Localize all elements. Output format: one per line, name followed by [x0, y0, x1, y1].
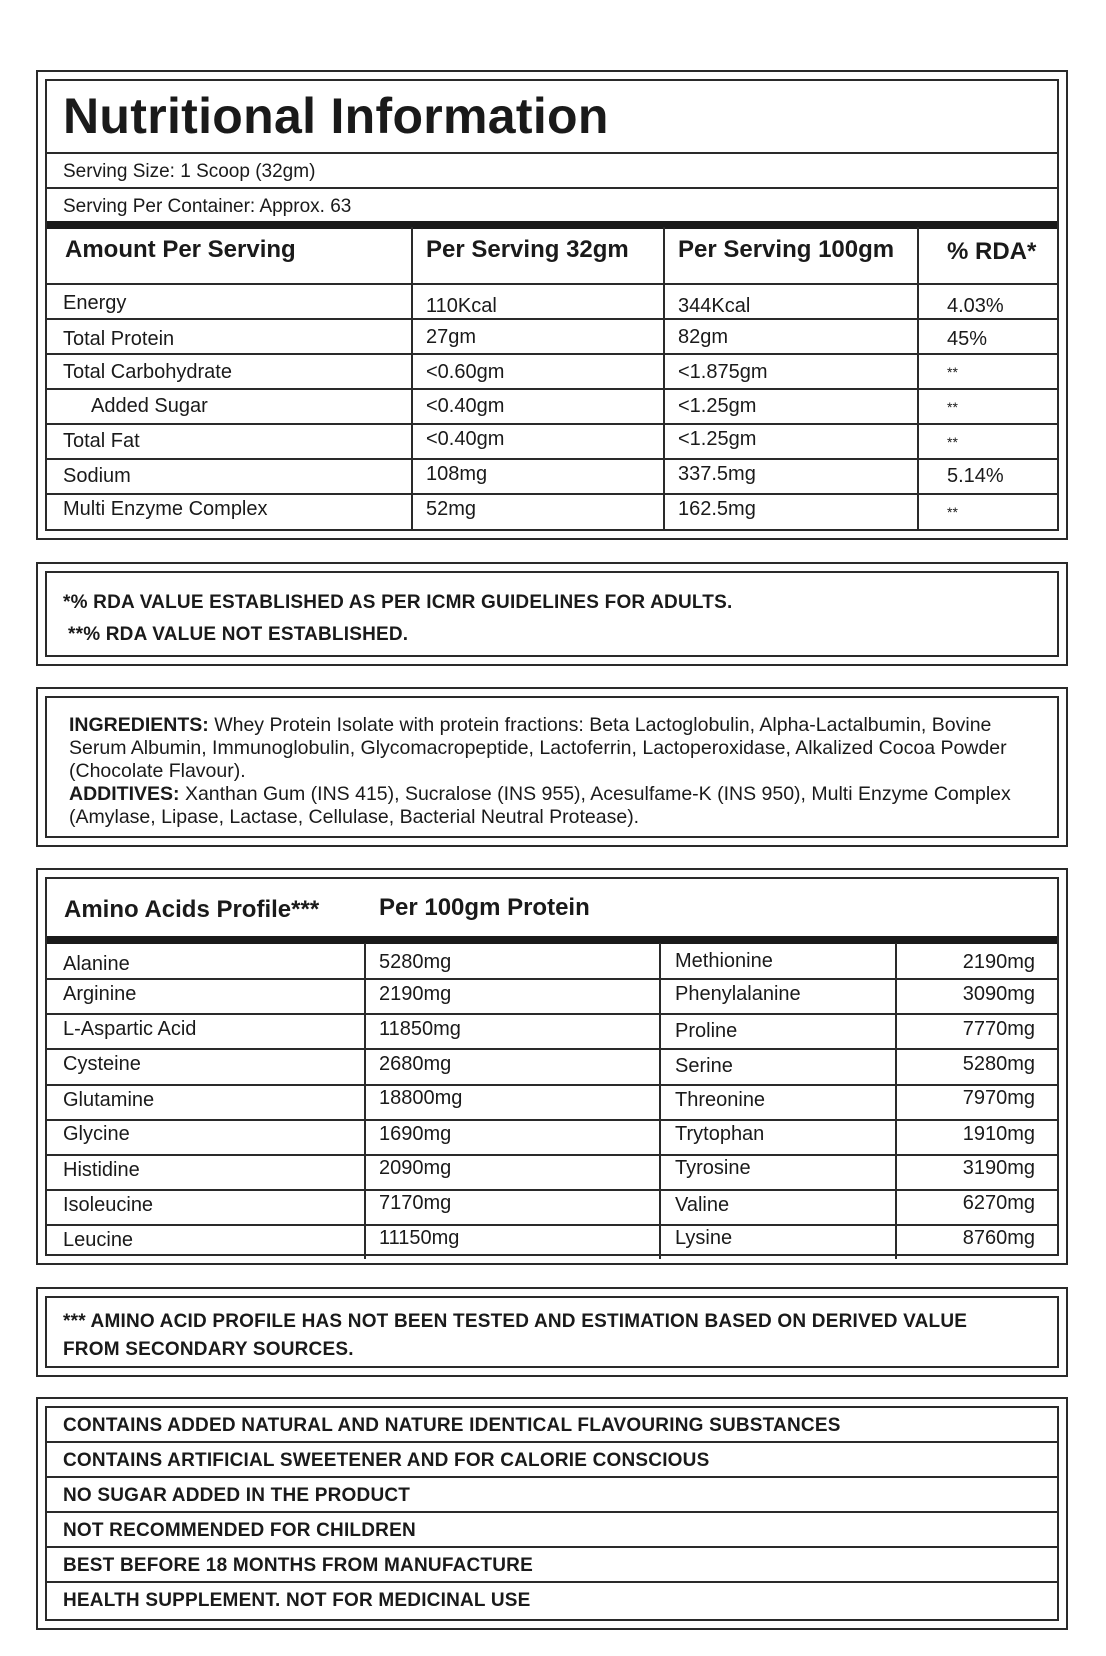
amino-name: Arginine — [63, 983, 137, 1005]
nutrition-header-per100: Per Serving 100gm — [678, 236, 895, 263]
amino-name: Lysine — [675, 1227, 733, 1249]
amino-value: 5280mg — [962, 1053, 1035, 1075]
rda-notes-panel — [36, 562, 1068, 666]
serving-size: Serving Size: 1 Scoop (32gm) — [63, 161, 316, 182]
statement: NOT RECOMMENDED FOR CHILDREN — [63, 1520, 416, 1541]
amino-name: Proline — [675, 1020, 738, 1042]
amino-name: Valine — [675, 1194, 730, 1216]
nutrient-rda: 45% — [947, 328, 988, 350]
rda-note: *% RDA VALUE ESTABLISHED AS PER ICMR GUIDELINES FOR ADULTS. — [63, 592, 733, 613]
nutrient-per32: 108mg — [426, 463, 488, 485]
nutrient-name: Total Protein — [63, 328, 175, 350]
ingredients-inner — [45, 696, 1059, 838]
amino-panel — [36, 868, 1068, 1265]
amino-name: Isoleucine — [63, 1194, 154, 1216]
rda-note: **% RDA VALUE NOT ESTABLISHED. — [68, 624, 409, 645]
statement: CONTAINS ADDED NATURAL AND NATURE IDENTICAL FLAVOURING SUBSTANCES — [63, 1415, 841, 1436]
nutrient-rda: ** — [947, 399, 958, 415]
rda-notes-inner — [45, 571, 1059, 657]
amino-name: Tyrosine — [675, 1157, 751, 1179]
nutrient-per100: 344Kcal — [678, 295, 751, 317]
amino-name: Histidine — [63, 1159, 140, 1181]
amino-name: Threonine — [675, 1089, 766, 1111]
nutrition-header-amount: Amount Per Serving — [65, 236, 296, 263]
nutrient-name: Multi Enzyme Complex — [63, 498, 268, 520]
amino-value: 11850mg — [379, 1018, 461, 1040]
nutrient-per32: <0.40gm — [426, 395, 505, 417]
amino-value: 6270mg — [962, 1192, 1035, 1214]
amino-value: 8760mg — [962, 1227, 1035, 1249]
nutrition-panel-inner — [45, 79, 1059, 531]
ingredients-text — [69, 714, 1027, 829]
nutrient-name: Sodium — [63, 465, 131, 487]
nutrient-name: Energy — [63, 292, 127, 314]
nutrient-per32: <0.60gm — [426, 361, 505, 383]
ingredients-panel — [36, 687, 1068, 847]
amino-value: 2190mg — [962, 951, 1035, 973]
statement: NO SUGAR ADDED IN THE PRODUCT — [63, 1485, 411, 1506]
amino-value: 2680mg — [379, 1053, 452, 1075]
nutrient-per100: <1.875gm — [678, 361, 768, 383]
nutrient-per100: 82gm — [678, 326, 729, 348]
amino-panel-inner — [45, 877, 1059, 1256]
nutrient-per100: <1.25gm — [678, 428, 757, 450]
amino-value: 1910mg — [962, 1123, 1035, 1145]
nutrient-per32: 27gm — [426, 326, 477, 348]
statements-panel — [36, 1397, 1068, 1630]
amino-value: 7970mg — [962, 1087, 1035, 1109]
nutrition-header-per32: Per Serving 32gm — [426, 236, 629, 263]
nutrient-per32: 110Kcal — [426, 295, 497, 317]
amino-note-panel — [36, 1287, 1068, 1377]
amino-name: Glycine — [63, 1123, 130, 1145]
amino-value: 11150mg — [379, 1227, 460, 1249]
amino-value: 1690mg — [379, 1123, 452, 1145]
nutrient-name: Added Sugar — [91, 395, 208, 417]
nutrient-per32: <0.40gm — [426, 428, 505, 450]
nutrition-panel — [36, 70, 1068, 540]
nutrient-rda: ** — [947, 504, 958, 520]
amino-note: *** AMINO ACID PROFILE HAS NOT BEEN TESTED AND ESTIMATION BASED ON DERIVED VALUE FROM SECONDARY SOURCES. — [63, 1311, 968, 1360]
nutrient-rda: ** — [947, 364, 958, 380]
amino-name: Leucine — [63, 1229, 134, 1251]
amino-name: Phenylalanine — [675, 983, 801, 1005]
nutrient-rda: 5.14% — [947, 465, 1004, 487]
amino-value: 2090mg — [379, 1157, 452, 1179]
amino-name: L-Aspartic Acid — [63, 1018, 197, 1040]
nutrient-per100: <1.25gm — [678, 395, 757, 417]
additives-list: Xanthan Gum (INS 415), Sucralose (INS 955), Acesulfame-K (INS 950), Multi Enzyme Complex (Amylase, Lipase, Lactase, Cellulase, Bacterial Neutral Protease). — [69, 783, 1011, 828]
amino-value: 5280mg — [379, 951, 452, 973]
nutrient-rda: ** — [947, 434, 958, 450]
nutrient-per32: 52mg — [426, 498, 477, 520]
statements-inner — [45, 1406, 1059, 1621]
amino-value: 7770mg — [962, 1018, 1035, 1040]
statement: BEST BEFORE 18 MONTHS FROM MANUFACTURE — [63, 1555, 533, 1576]
nutrient-per100: 337.5mg — [678, 463, 756, 485]
additives-label: ADDITIVES: — [69, 783, 180, 805]
amino-name: Methionine — [675, 950, 773, 972]
amino-value: 18800mg — [379, 1087, 463, 1109]
amino-name: Alanine — [63, 953, 130, 975]
statement: CONTAINS ARTIFICIAL SWEETENER AND FOR CALORIE CONSCIOUS — [63, 1450, 710, 1471]
statement: HEALTH SUPPLEMENT. NOT FOR MEDICINAL USE — [63, 1590, 531, 1611]
page-title: Nutritional Information — [63, 88, 609, 144]
nutrient-name: Total Fat — [63, 430, 140, 452]
nutrient-rda: 4.03% — [947, 295, 1004, 317]
amino-value: 7170mg — [379, 1192, 452, 1214]
amino-name: Cysteine — [63, 1053, 141, 1075]
nutrient-name: Total Carbohydrate — [63, 361, 232, 383]
amino-header-right: Per 100gm Protein — [379, 894, 590, 921]
amino-name: Serine — [675, 1055, 733, 1077]
amino-header-left: Amino Acids Profile*** — [64, 896, 320, 923]
amino-name: Trytophan — [675, 1123, 765, 1145]
amino-note-inner — [45, 1296, 1059, 1368]
nutrition-header-rda: % RDA* — [947, 238, 1037, 265]
servings-per-container: Serving Per Container: Approx. 63 — [63, 196, 352, 217]
ingredients-label: INGREDIENTS: — [69, 714, 209, 736]
amino-value: 3090mg — [962, 983, 1035, 1005]
nutrient-per100: 162.5mg — [678, 498, 756, 520]
amino-name: Glutamine — [63, 1089, 155, 1111]
amino-value: 3190mg — [962, 1157, 1035, 1179]
ingredients-list: Whey Protein Isolate with protein fractions: Beta Lactoglobulin, Alpha-Lactalbumin, Bovine Serum Albumin, Immunoglobulin, Glycomacropeptide, Lactoferrin, Lactoperoxidase, Alkalized Cocoa Powder (Chocolate Flavour). — [69, 714, 1007, 782]
amino-value: 2190mg — [379, 983, 452, 1005]
